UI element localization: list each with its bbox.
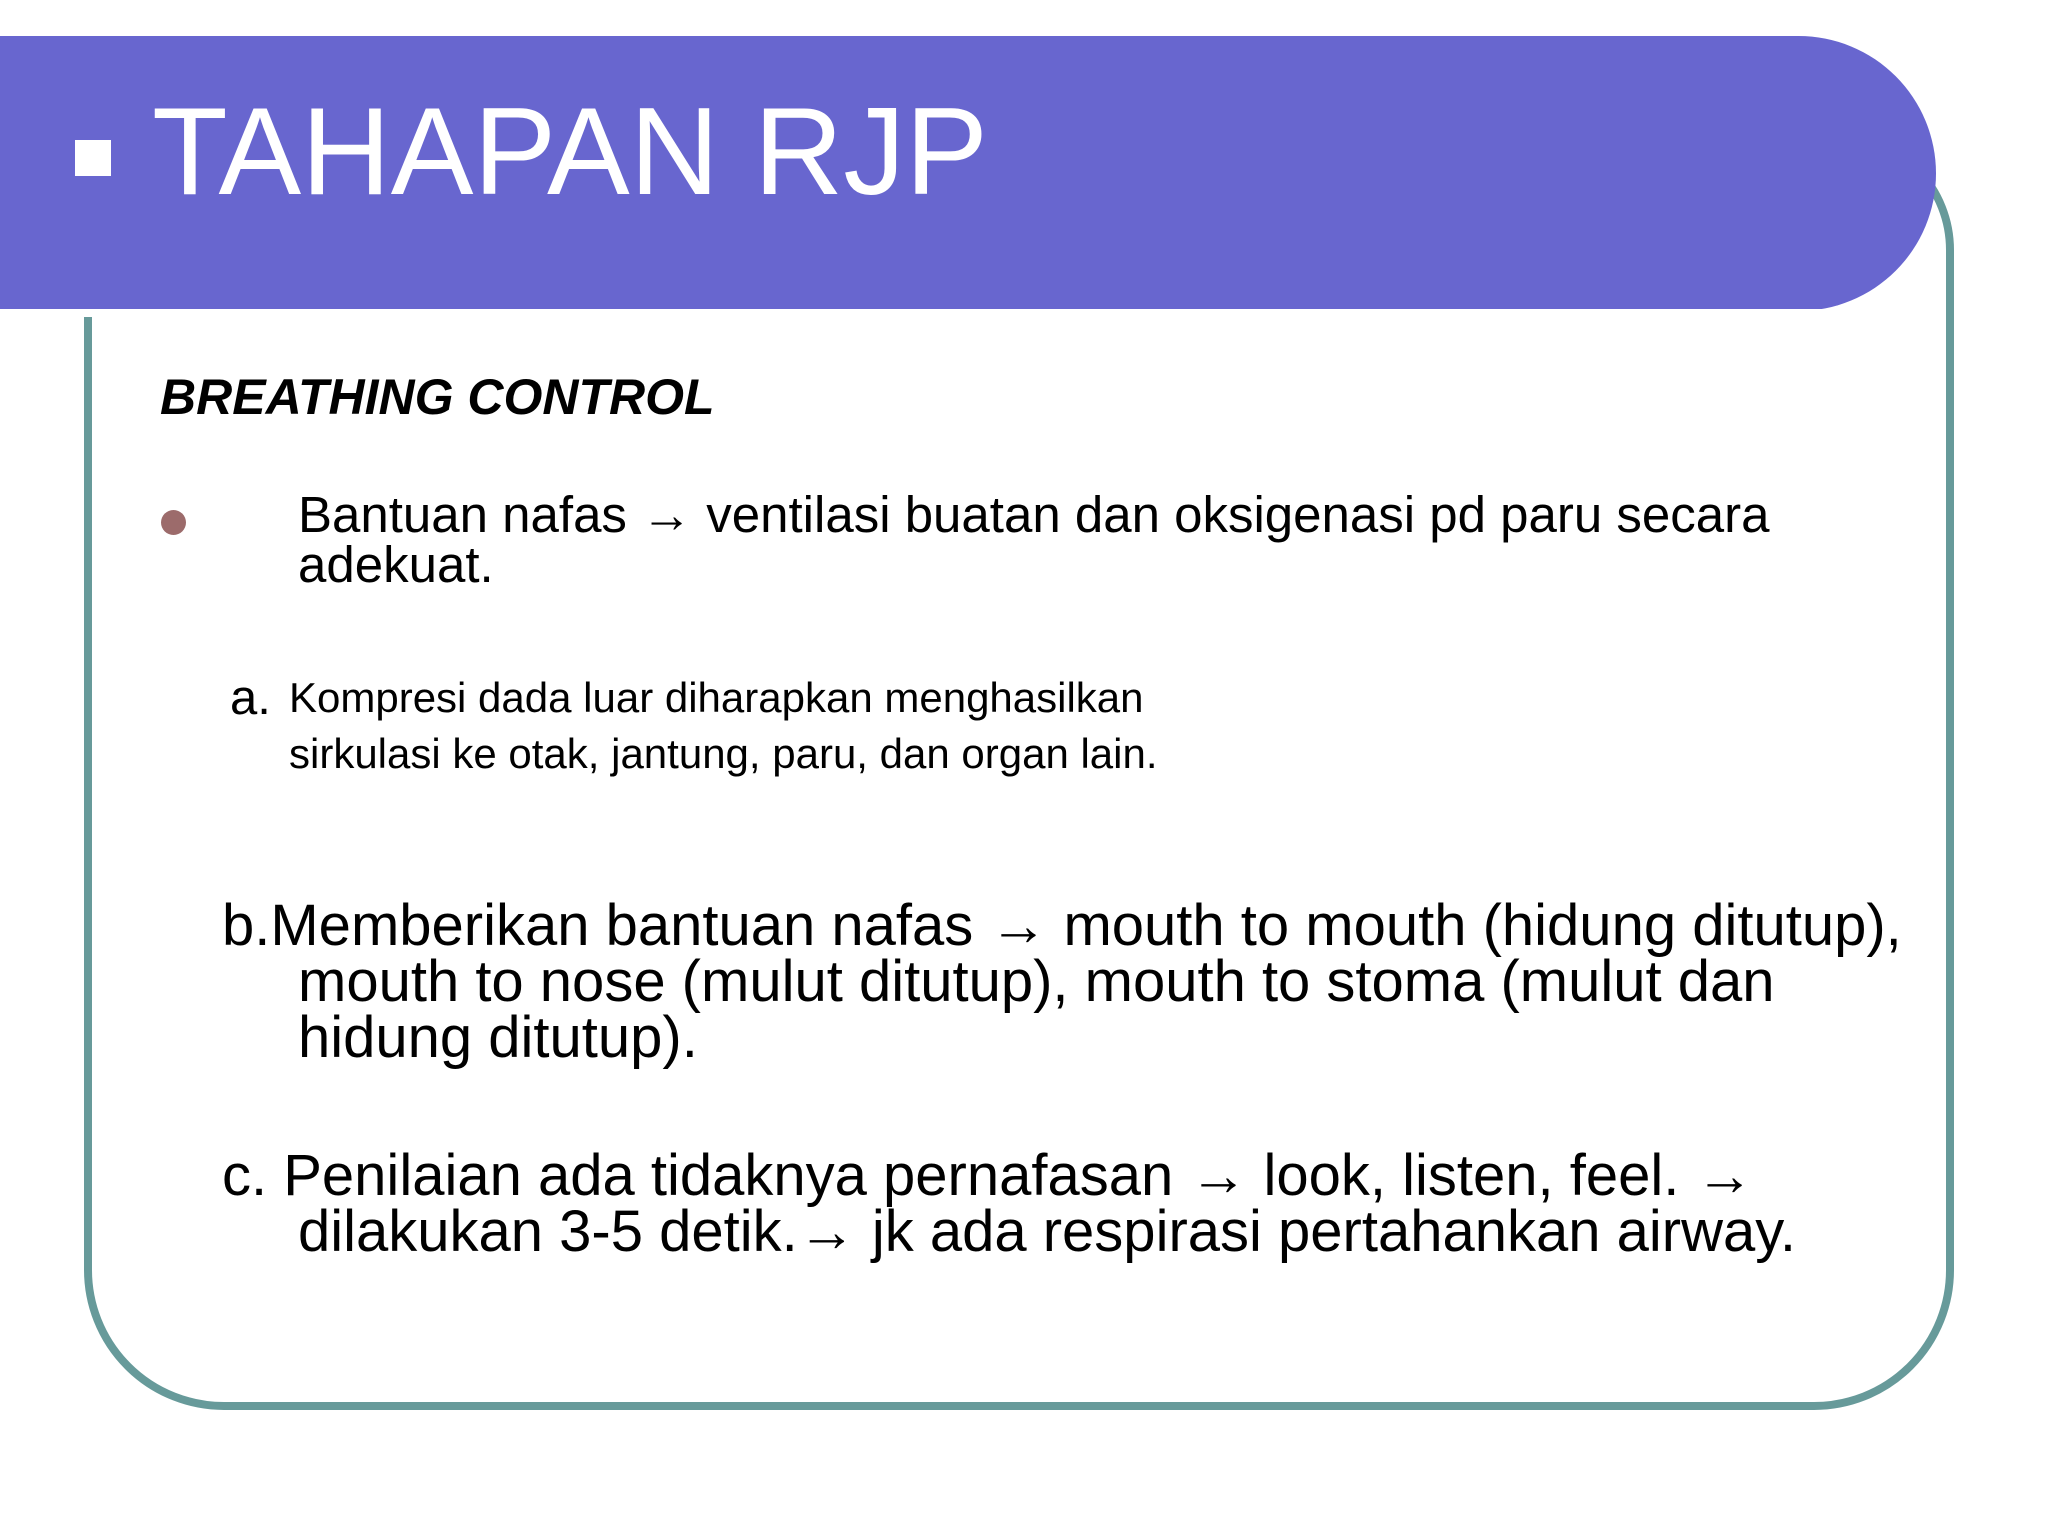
item-a-marker: a. (230, 671, 271, 725)
title-bullet-square-icon (75, 140, 111, 176)
item-b-text: b.Memberikan bantuan nafas → mouth to mouth (hidung ditutup), mouth to nose (mulut ditutup), mouth to stoma (mulut dan hidung ditutup). (222, 893, 1902, 1070)
bullet-dot-icon (161, 510, 186, 535)
bullet-text: Bantuan nafas → ventilasi buatan dan oksigenasi pd paru secara adekuat. (298, 486, 1770, 593)
slide-title: TAHAPAN RJP (152, 83, 988, 221)
item-a-text: Kompresi dada luar diharapkan menghasilkan sirkulasi ke otak, jantung, paru, dan organ lain. (289, 674, 1158, 777)
subheading: BREATHING CONTROL (160, 369, 715, 425)
title-underline (0, 309, 1836, 317)
item-c-text: c. Penilaian ada tidaknya pernafasan → look, listen, feel. → dilakukan 3-5 detik.→ jk ada respirasi pertahankan airway. (222, 1143, 1797, 1264)
